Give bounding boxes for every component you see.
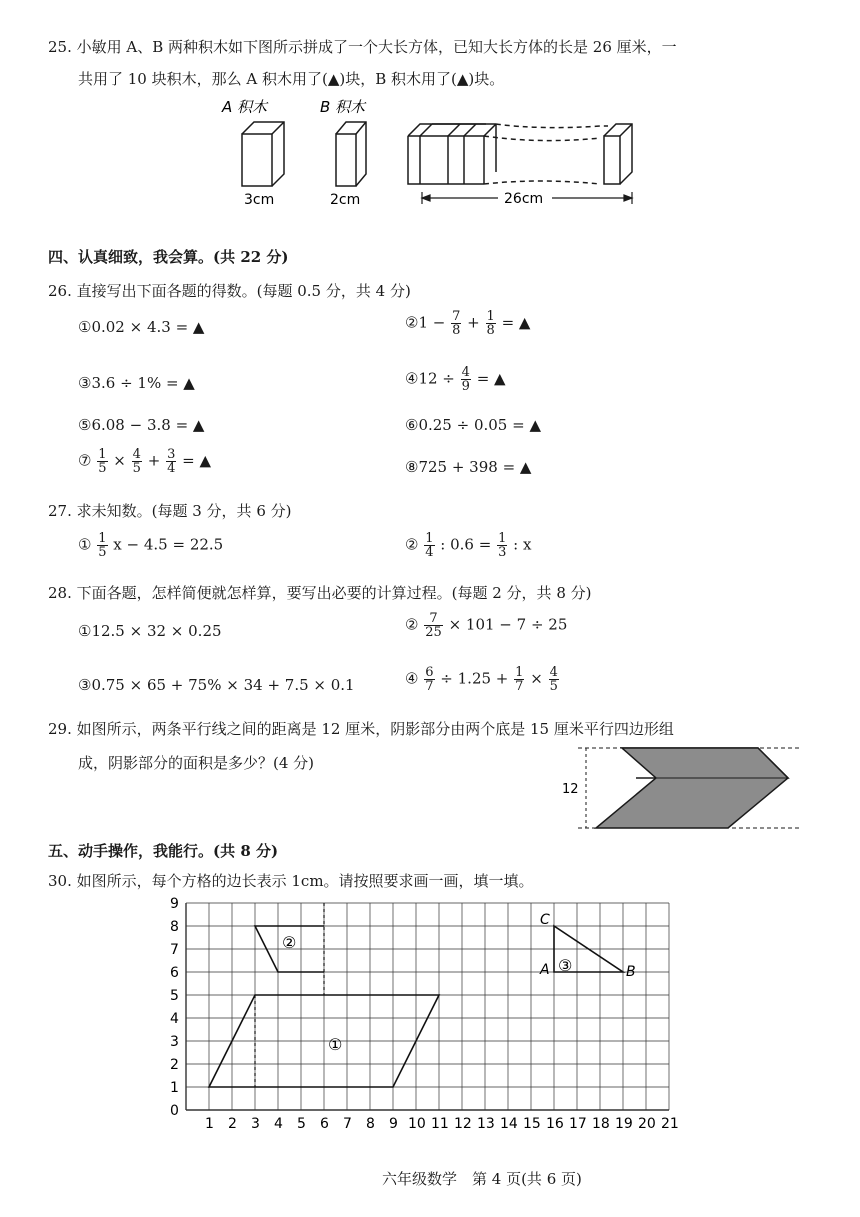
q28-item3: ③0.75 × 65 + 75% × 34 + 7.5 × 0.1 — [78, 676, 355, 694]
q26-item4 — [405, 366, 506, 393]
x-tick-label: 6 — [320, 1116, 329, 1132]
q26-item6: ⑥0.25 ÷ 0.05 = ▲ — [405, 416, 541, 434]
fraction — [424, 532, 434, 559]
q26-item8: ⑧725 + 398 = ▲ — [405, 458, 532, 476]
q28-item2-pre: ② — [405, 615, 419, 634]
block-a-dim: 3cm — [244, 192, 275, 208]
numerator: 1 — [486, 309, 495, 324]
q25-line2: 共用了 10 块积木，那么 A 积木用了(▲)块，B 积木用了(▲)块。 — [78, 70, 505, 88]
q26-item5: ⑤6.08 − 3.8 = ▲ — [78, 416, 205, 434]
x-tick-label: 12 — [454, 1116, 472, 1132]
shape-3-label: ③ — [558, 956, 573, 976]
q30-grid-figure — [160, 896, 680, 1136]
q28-item4 — [405, 666, 560, 693]
numerator: 1 — [425, 531, 434, 546]
numerator: 1 — [515, 665, 524, 680]
numerator: 7 — [452, 309, 461, 324]
denominator: 5 — [549, 679, 558, 694]
q26-item2-pre: ②1 − — [405, 313, 446, 332]
q28-item4-mid: ÷ 1.25 + — [440, 669, 509, 688]
denominator: 4 — [167, 461, 176, 476]
denominator: 9 — [461, 379, 470, 394]
q27-item1 — [78, 532, 223, 559]
y-tick-label: 1 — [170, 1080, 179, 1096]
q26-item4-post: = ▲ — [476, 369, 506, 388]
q28-title: 28. 下面各题，怎样简便就怎样算，要写出必要的计算过程。(每题 2 分，共 8 分) — [48, 584, 592, 602]
total-length-label: 26cm — [504, 191, 544, 207]
q29-line2: 成，阴影部分的面积是多少？(4 分) — [78, 754, 315, 772]
height-label: 12 — [562, 782, 579, 797]
numerator: 4 — [461, 365, 470, 380]
x-tick-label: 4 — [274, 1116, 283, 1132]
numerator: 4 — [549, 665, 558, 680]
fraction — [424, 666, 434, 693]
y-tick-label: 8 — [170, 919, 179, 935]
y-axis-labels — [170, 896, 179, 1119]
q28-item4-pre: ④ — [405, 669, 419, 688]
block-b-dim: 2cm — [330, 192, 361, 208]
page-footer: 六年级数学 第 4 页(共 6 页) — [382, 1170, 582, 1188]
q29-parallelogram-figure — [548, 738, 806, 838]
fraction — [97, 448, 107, 475]
numerator: 1 — [98, 447, 107, 462]
x-tick-label: 9 — [389, 1116, 398, 1132]
q27-item2 — [405, 532, 531, 559]
denominator: 5 — [132, 461, 141, 476]
x-tick-label: 14 — [500, 1116, 518, 1132]
point-c-label: C — [540, 912, 550, 928]
q26-item3: ③3.6 ÷ 1% = ▲ — [78, 374, 195, 392]
numerator: 3 — [167, 447, 176, 462]
section4-title: 四、认真细致，我会算。(共 22 分) — [48, 248, 289, 266]
q26-item1: ①0.02 × 4.3 = ▲ — [78, 318, 205, 336]
denominator: 25 — [425, 625, 442, 640]
y-tick-label: 3 — [170, 1034, 179, 1050]
block-a — [242, 122, 284, 186]
q28-item2-post: × 101 − 7 ÷ 25 — [448, 615, 568, 634]
fraction — [132, 448, 142, 475]
denominator: 7 — [425, 679, 434, 694]
x-tick-label: 11 — [431, 1116, 449, 1132]
point-a-label: A — [540, 962, 550, 978]
q25-blocks-figure — [200, 92, 660, 217]
x-tick-label: 10 — [408, 1116, 426, 1132]
q27-item2-post: : x — [513, 535, 532, 554]
y-tick-label: 4 — [170, 1011, 179, 1027]
x-tick-label: 3 — [251, 1116, 260, 1132]
operator: × — [113, 451, 126, 470]
block-b — [336, 122, 366, 186]
shaded-region — [596, 748, 788, 828]
numerator: 1 — [98, 531, 107, 546]
denominator: 7 — [515, 679, 524, 694]
q27-item1-pre: ① — [78, 535, 92, 554]
q27-item2-mid: : 0.6 = — [440, 535, 492, 554]
q30-title: 30. 如图所示，每个方格的边长表示 1cm。请按照要求画一画，填一填。 — [48, 872, 534, 890]
block-b-label: B 积木 — [320, 98, 366, 116]
block-a-label: A 积木 — [222, 98, 268, 116]
shape-2-label: ② — [282, 933, 297, 953]
denominator: 3 — [498, 545, 507, 560]
x-tick-label: 5 — [297, 1116, 306, 1132]
q26-item2-post: = ▲ — [501, 313, 531, 332]
q27-item2-pre: ② — [405, 535, 419, 554]
q29-line1: 29. 如图所示，两条平行线之间的距离是 12 厘米，阴影部分由两个底是 15 厘米平行四边形组 — [48, 720, 674, 738]
x-tick-label: 13 — [477, 1116, 495, 1132]
y-tick-label: 5 — [170, 988, 179, 1004]
x-tick-label: 1 — [205, 1116, 214, 1132]
x-tick-label: 20 — [638, 1116, 656, 1132]
fraction — [166, 448, 176, 475]
section5-title: 五、动手操作，我能行。(共 8 分) — [48, 842, 279, 860]
fraction — [549, 666, 559, 693]
q26-item2 — [405, 310, 530, 337]
y-tick-label: 9 — [170, 896, 179, 912]
q27-title: 27. 求未知数。(每题 3 分，共 6 分) — [48, 502, 292, 520]
point-b-label: B — [626, 964, 636, 980]
fraction — [486, 310, 496, 337]
x-tick-label: 16 — [546, 1116, 564, 1132]
denominator: 4 — [425, 545, 434, 560]
fraction — [451, 310, 461, 337]
operator: + — [467, 313, 480, 332]
y-tick-label: 6 — [170, 965, 179, 981]
denominator: 8 — [486, 323, 495, 338]
y-tick-label: 2 — [170, 1057, 179, 1073]
x-tick-label: 7 — [343, 1116, 352, 1132]
operator: × — [530, 669, 543, 688]
fraction — [497, 532, 507, 559]
fraction — [424, 612, 443, 639]
y-tick-label: 0 — [170, 1103, 179, 1119]
x-tick-label: 15 — [523, 1116, 541, 1132]
q26-item7-post: = ▲ — [182, 451, 212, 470]
numerator: 7 — [424, 612, 443, 626]
y-tick-label: 7 — [170, 942, 179, 958]
x-tick-label: 2 — [228, 1116, 237, 1132]
q27-item1-post: x − 4.5 = 22.5 — [113, 535, 224, 554]
x-tick-label: 8 — [366, 1116, 375, 1132]
denominator: 5 — [98, 545, 107, 560]
q28-item1: ①12.5 × 32 × 0.25 — [78, 622, 222, 640]
q28-item2 — [405, 612, 567, 639]
x-tick-label: 21 — [661, 1116, 679, 1132]
operator: + — [147, 451, 161, 470]
q26-title: 26. 直接写出下面各题的得数。(每题 0.5 分，共 4 分) — [48, 282, 411, 300]
fraction — [461, 366, 471, 393]
denominator: 8 — [452, 323, 461, 338]
numerator: 6 — [425, 665, 434, 680]
shape-1-label: ① — [328, 1035, 343, 1055]
x-tick-label: 17 — [569, 1116, 587, 1132]
x-tick-label: 19 — [615, 1116, 633, 1132]
fraction — [514, 666, 524, 693]
numerator: 4 — [132, 447, 141, 462]
numerator: 1 — [498, 531, 507, 546]
x-tick-label: 18 — [592, 1116, 610, 1132]
q26-item7-pre: ⑦ — [78, 451, 92, 470]
q26-item7 — [78, 448, 211, 475]
x-axis-labels — [205, 1116, 679, 1132]
denominator: 5 — [98, 461, 107, 476]
q25-line1: 25. 小敏用 A、B 两种积木如下图所示拼成了一个大长方体，已知大长方体的长是 26 厘米，一 — [48, 38, 677, 56]
q26-item4-pre: ④12 ÷ — [405, 369, 455, 388]
fraction — [97, 532, 107, 559]
big-cuboid — [408, 124, 632, 184]
